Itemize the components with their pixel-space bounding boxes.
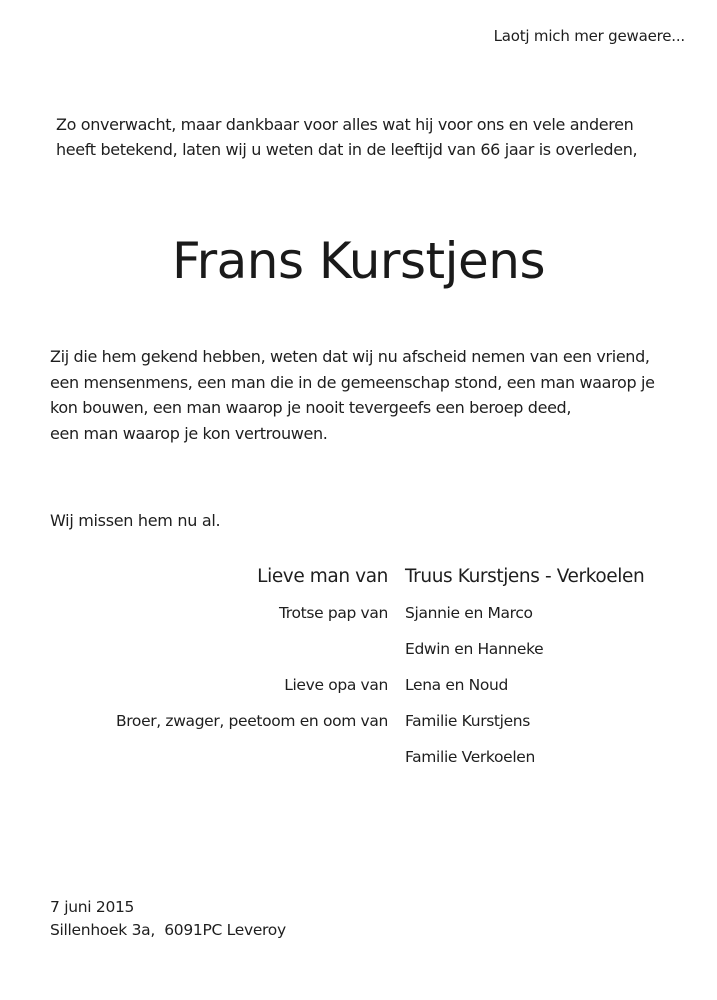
relation-row xyxy=(0,564,717,600)
relation-label: Broer, zwager, peetoom en oom van xyxy=(115,712,388,730)
relation-value: Sjannie en Marco xyxy=(405,604,533,622)
tribute-line: een man waarop je kon vertrouwen. xyxy=(50,423,328,443)
relation-row xyxy=(0,600,717,636)
relation-value: Familie Verkoelen xyxy=(405,748,535,766)
motto: Laotj mich mer gewaere... xyxy=(493,27,685,45)
intro-line: Zo onverwacht, maar dankbaar voor alles wat hij voor ons en vele anderen xyxy=(56,115,634,134)
tribute-line: Zij die hem gekend hebben, weten dat wij nu afscheid nemen van een vriend, xyxy=(50,347,650,366)
tribute-line: een mensenmens, een man die in de gemeenschap stond, een man waarop je xyxy=(50,372,655,392)
relation-value: Familie Kurstjens xyxy=(405,712,531,730)
relation-value: Edwin en Hanneke xyxy=(405,640,544,658)
relation-label: Lieve opa van xyxy=(284,676,388,694)
relation-row xyxy=(0,636,717,672)
relation-value: Lena en Noud xyxy=(405,676,508,694)
relation-row xyxy=(0,672,717,708)
tribute-line: kon bouwen, een man waarop je nooit tevergeefs een beroep deed, xyxy=(50,398,572,417)
intro-paragraph xyxy=(56,112,637,162)
relation-value: Truus Kurstjens - Verkoelen xyxy=(405,566,645,587)
deceased-name: Frans Kurstjens xyxy=(171,232,546,290)
relations-list xyxy=(0,564,717,780)
relation-row xyxy=(0,708,717,744)
tribute-paragraph xyxy=(50,344,655,446)
footer xyxy=(50,896,286,942)
relation-label: Trotse pap van xyxy=(278,604,388,622)
closing-line: Wij missen hem nu al. xyxy=(50,511,221,530)
address: Sillenhoek 3a, 6091PC Leveroy xyxy=(50,921,286,939)
intro-line: heeft betekend, laten wij u weten dat in de leeftijd van 66 jaar is overleden, xyxy=(56,140,638,159)
relation-row xyxy=(0,744,717,780)
relation-label: Lieve man van xyxy=(257,566,388,587)
date: 7 juni 2015 xyxy=(50,898,135,916)
